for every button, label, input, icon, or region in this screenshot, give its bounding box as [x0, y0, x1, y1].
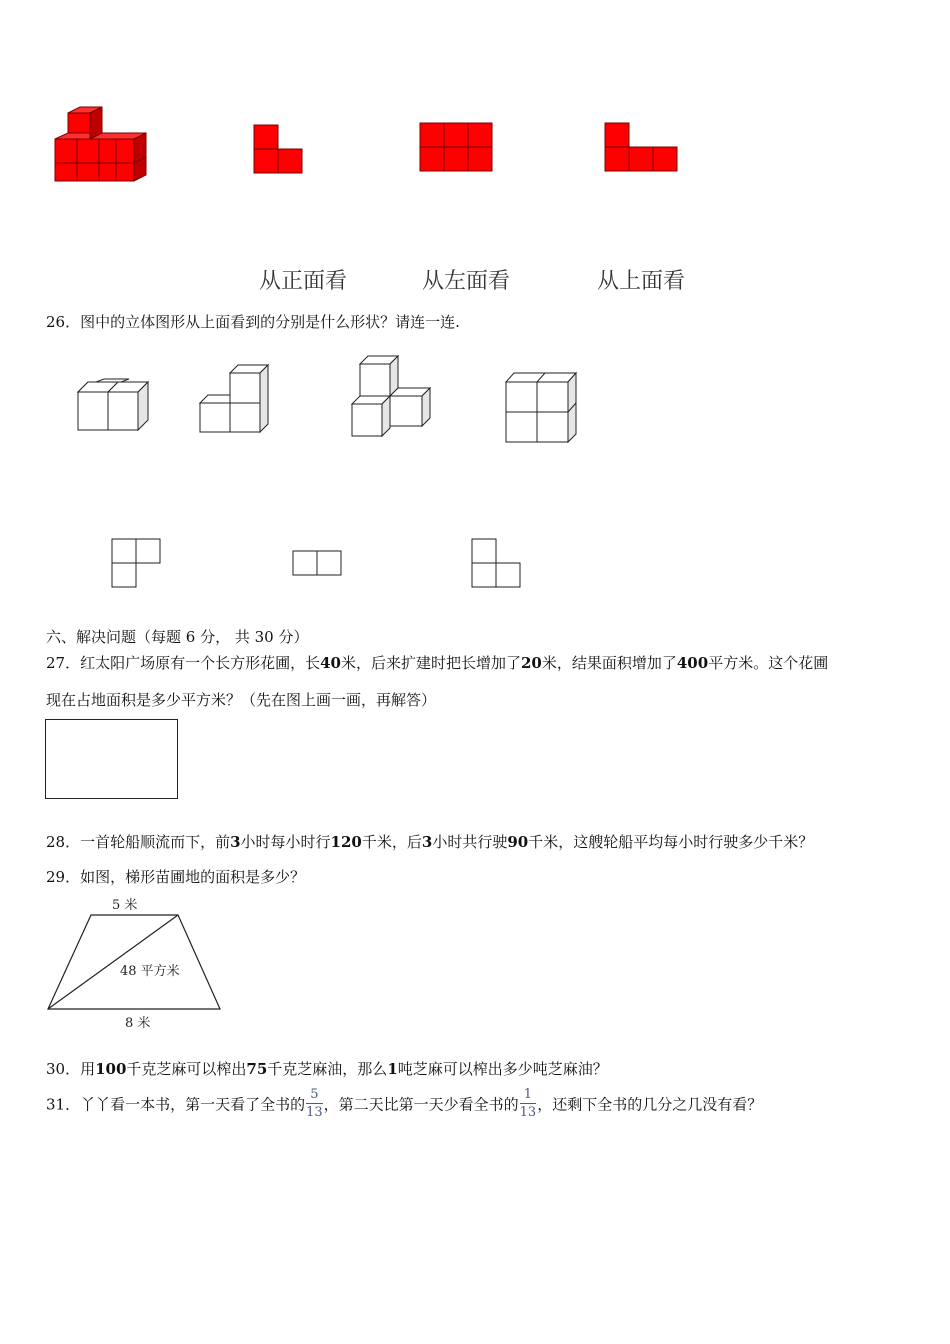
q30-text	[46, 1058, 608, 1079]
left-view-label: 从左面看	[422, 269, 511, 294]
top-view-label: 从上面看	[597, 269, 686, 294]
fraction-2-numerator: 1	[523, 1087, 533, 1102]
q27-part-c: 米，结果面积增加了	[541, 654, 677, 672]
q28-part-e: 千米，这艘轮船平均每小时行驶多少千米？	[528, 833, 814, 851]
fraction-1-numerator: 5	[310, 1087, 319, 1102]
section6-title: 六、解决问题（每题 6 分， 共 30 分）	[46, 628, 309, 646]
q28-part-a: 28．一首轮船顺流而下，前	[46, 833, 231, 851]
solid-2	[196, 362, 274, 438]
front-view-shape	[253, 124, 305, 176]
q31-fraction-1	[306, 1088, 323, 1119]
solid-1	[74, 378, 154, 436]
q31-part-b: ，第二天比第一天少看全书的	[323, 1095, 519, 1114]
q27-num-increase: 20	[520, 654, 542, 672]
q29-text: 29．如图，梯形苗圃地的面积是多少？	[46, 868, 306, 886]
q30-num-2: 75	[246, 1060, 268, 1078]
q27-part-d: 平方米。这个花圃	[708, 654, 829, 672]
solid-3	[348, 354, 438, 440]
view-option-2[interactable]	[291, 549, 345, 577]
red-solid-figure	[50, 105, 155, 185]
q28-text	[46, 831, 813, 852]
q31-text	[46, 1087, 763, 1121]
q27-line1	[46, 652, 828, 673]
view-option-1[interactable]	[110, 537, 164, 589]
q30-part-a: 30．用	[46, 1060, 96, 1078]
trapezoid-top-label: 5 米	[112, 898, 138, 913]
q27-part-a: 27．红太阳广场原有一个长方形花圃，长	[46, 654, 321, 672]
solid-4	[502, 370, 582, 446]
q28-num-1: 3	[230, 833, 241, 851]
q31-fraction-2	[520, 1088, 537, 1119]
q26-text: 26．图中的立体图形从上面看到的分别是什么形状？请连一连.	[46, 313, 460, 331]
q27-num-area: 400	[676, 654, 709, 672]
view-option-3[interactable]	[470, 537, 524, 589]
q28-num-4: 90	[507, 833, 529, 851]
q30-num-1: 100	[95, 1060, 127, 1078]
q28-num-3: 3	[421, 833, 433, 851]
fraction-1-denominator: 13	[306, 1105, 323, 1120]
q31-part-a: 31．丫丫看一本书，第一天看了全书的	[46, 1095, 306, 1114]
trapezoid-area-label: 48 平方米	[120, 964, 180, 979]
front-view-label: 从正面看	[259, 269, 348, 294]
q28-part-c: 千米，后	[361, 833, 422, 851]
q27-line2: 现在占地面积是多少平方米？（先在图上画一画，再解答）	[46, 691, 437, 709]
trapezoid-figure	[44, 893, 226, 1033]
q28-num-2: 120	[330, 833, 362, 851]
q27-drawing-rectangle[interactable]	[45, 719, 178, 799]
q30-part-c: 千克芝麻油，那么	[267, 1060, 388, 1078]
q30-part-b: 千克芝麻可以榨出	[126, 1060, 247, 1078]
q30-num-3: 1	[387, 1060, 398, 1078]
q27-part-b: 米，后来扩建时把长增加了	[340, 654, 521, 672]
q28-part-d: 小时共行驶	[432, 833, 508, 851]
q28-part-b: 小时每小时行	[240, 833, 331, 851]
fraction-2-denominator: 13	[519, 1105, 537, 1120]
top-view-shape	[604, 122, 680, 174]
q27-num-length: 40	[320, 654, 341, 672]
q30-part-d: 吨芝麻可以榨出多少吨芝麻油？	[397, 1060, 608, 1078]
q31-part-c: ，还剩下全书的几分之几没有看？	[537, 1095, 763, 1114]
left-view-shape	[419, 122, 495, 174]
trapezoid-bottom-label: 8 米	[125, 1016, 151, 1031]
